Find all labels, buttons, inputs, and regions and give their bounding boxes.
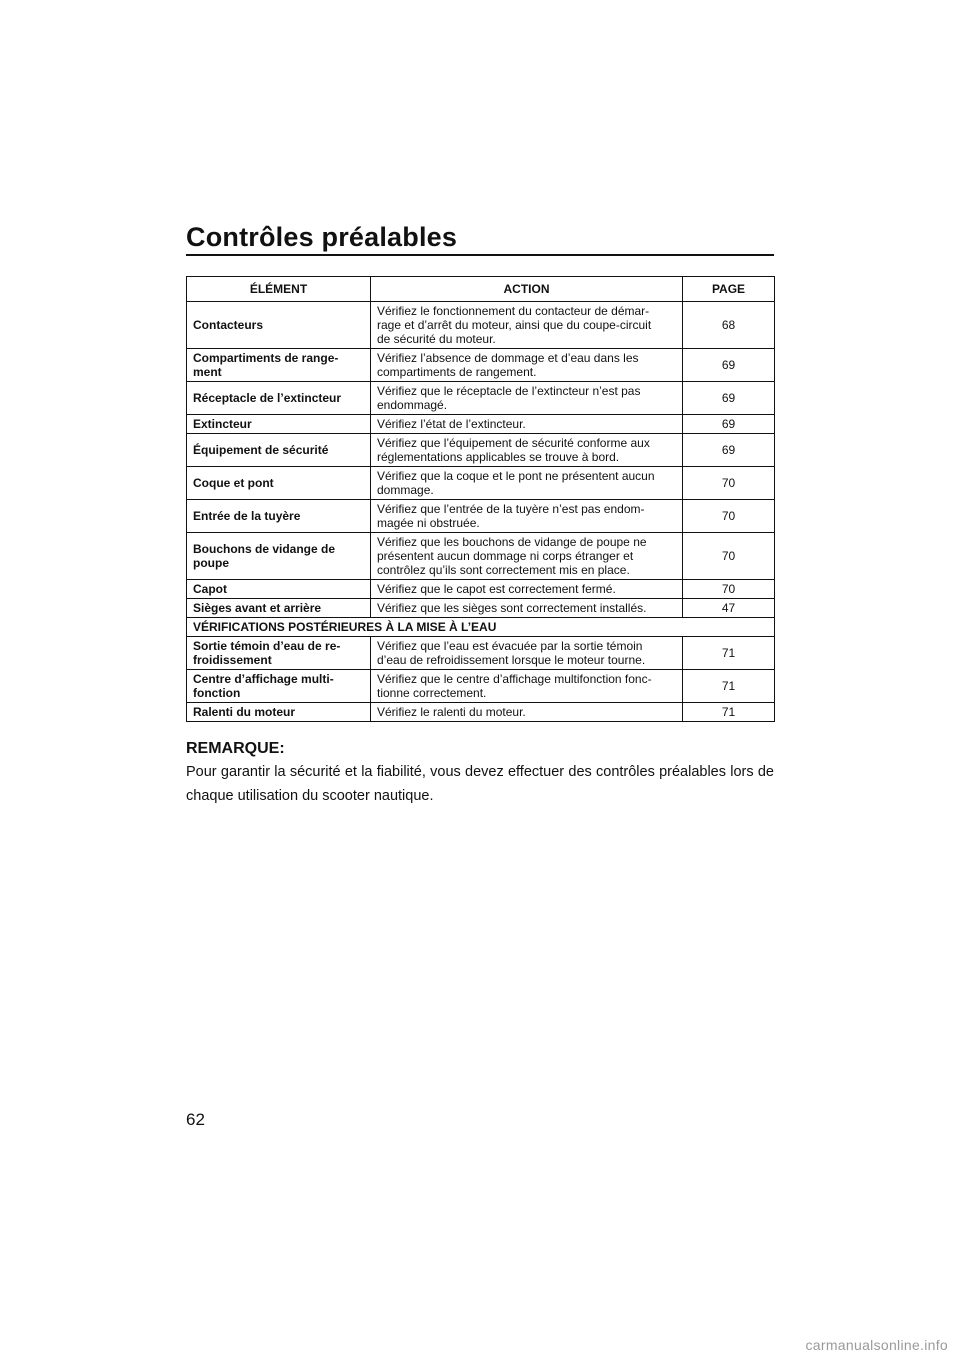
- item-cell: Centre d’affichage multi- fonction: [187, 670, 371, 703]
- table-row: [187, 434, 775, 467]
- table-row: [187, 302, 775, 349]
- title-rule: [186, 254, 774, 256]
- action-cell: Vérifiez que l’équipement de sécurité conforme aux réglementations applicables se trouve à bord.: [371, 434, 683, 467]
- watermark: carmanualsonline.info: [805, 1337, 948, 1353]
- page-cell: 69: [683, 434, 775, 467]
- action-cell: Vérifiez que le capot est correctement fermé.: [371, 580, 683, 599]
- page-cell: 69: [683, 349, 775, 382]
- item-cell: Coque et pont: [187, 467, 371, 500]
- action-cell: Vérifiez que l’entrée de la tuyère n’est pas endom- magée ni obstruée.: [371, 500, 683, 533]
- item-cell: Contacteurs: [187, 302, 371, 349]
- table-row: [187, 467, 775, 500]
- action-cell: Vérifiez que l’eau est évacuée par la sortie témoin d’eau de refroidissement lorsque le moteur tourne.: [371, 637, 683, 670]
- page-cell: 70: [683, 500, 775, 533]
- table-row: [187, 599, 775, 618]
- page-cell: 69: [683, 382, 775, 415]
- page-title: Contrôles préalables: [186, 222, 458, 252]
- table-row: [187, 580, 775, 599]
- table-row: [187, 415, 775, 434]
- page-cell: 70: [683, 580, 775, 599]
- item-cell: Ralenti du moteur: [187, 703, 371, 722]
- page-cell: 71: [683, 703, 775, 722]
- page-cell: 69: [683, 415, 775, 434]
- page-cell: 71: [683, 670, 775, 703]
- page-cell: 47: [683, 599, 775, 618]
- action-cell: Vérifiez que les sièges sont correctement installés.: [371, 599, 683, 618]
- item-cell: Réceptacle de l’extincteur: [187, 382, 371, 415]
- item-cell: Extincteur: [187, 415, 371, 434]
- item-cell: Entrée de la tuyère: [187, 500, 371, 533]
- item-cell: Capot: [187, 580, 371, 599]
- table-row: [187, 349, 775, 382]
- action-cell: Vérifiez l’état de l’extincteur.: [371, 415, 683, 434]
- item-cell: Équipement de sécurité: [187, 434, 371, 467]
- header-action: ACTION: [371, 277, 683, 302]
- action-cell: Vérifiez que le centre d’affichage multifonction fonc- tionne correctement.: [371, 670, 683, 703]
- table-header-row: [187, 277, 775, 302]
- action-cell: Vérifiez le fonctionnement du contacteur de démar- rage et d’arrêt du moteur, ainsi que du coupe-circuit de sécurité du moteur.: [371, 302, 683, 349]
- section-heading: VÉRIFICATIONS POSTÉRIEURES À LA MISE À L’EAU: [187, 618, 775, 637]
- remark-text: Pour garantir la sécurité et la fiabilité, vous devez effectuer des contrôles préalables lors de chaque utilisation du scooter nautique.: [186, 764, 774, 804]
- action-cell: Vérifiez l’absence de dommage et d’eau dans les compartiments de rangement.: [371, 349, 683, 382]
- table-row: [187, 670, 775, 703]
- pre-operation-checklist-table: [186, 276, 775, 722]
- page-cell: 68: [683, 302, 775, 349]
- table-row: [187, 533, 775, 580]
- table-row: [187, 382, 775, 415]
- header-page: PAGE: [683, 277, 775, 302]
- page-cell: 70: [683, 533, 775, 580]
- item-cell: Sortie témoin d’eau de re- froidissement: [187, 637, 371, 670]
- page-cell: 70: [683, 467, 775, 500]
- action-cell: Vérifiez que les bouchons de vidange de poupe ne présentent aucun dommage ni corps étranger et contrôlez qu’ils sont correctement mis en place.: [371, 533, 683, 580]
- table-row: [187, 500, 775, 533]
- page-number: 62: [186, 1110, 205, 1129]
- action-cell: Vérifiez que le réceptacle de l’extincteur n’est pas endommagé.: [371, 382, 683, 415]
- item-cell: Compartiments de range- ment: [187, 349, 371, 382]
- table-row: [187, 637, 775, 670]
- action-cell: Vérifiez le ralenti du moteur.: [371, 703, 683, 722]
- table-row: [187, 703, 775, 722]
- action-cell: Vérifiez que la coque et le pont ne présentent aucun dommage.: [371, 467, 683, 500]
- item-cell: Sièges avant et arrière: [187, 599, 371, 618]
- item-cell: Bouchons de vidange de poupe: [187, 533, 371, 580]
- section-row: [187, 618, 775, 637]
- remark-heading: REMARQUE:: [186, 740, 285, 757]
- page-cell: 71: [683, 637, 775, 670]
- header-item: ÉLÉMENT: [187, 277, 371, 302]
